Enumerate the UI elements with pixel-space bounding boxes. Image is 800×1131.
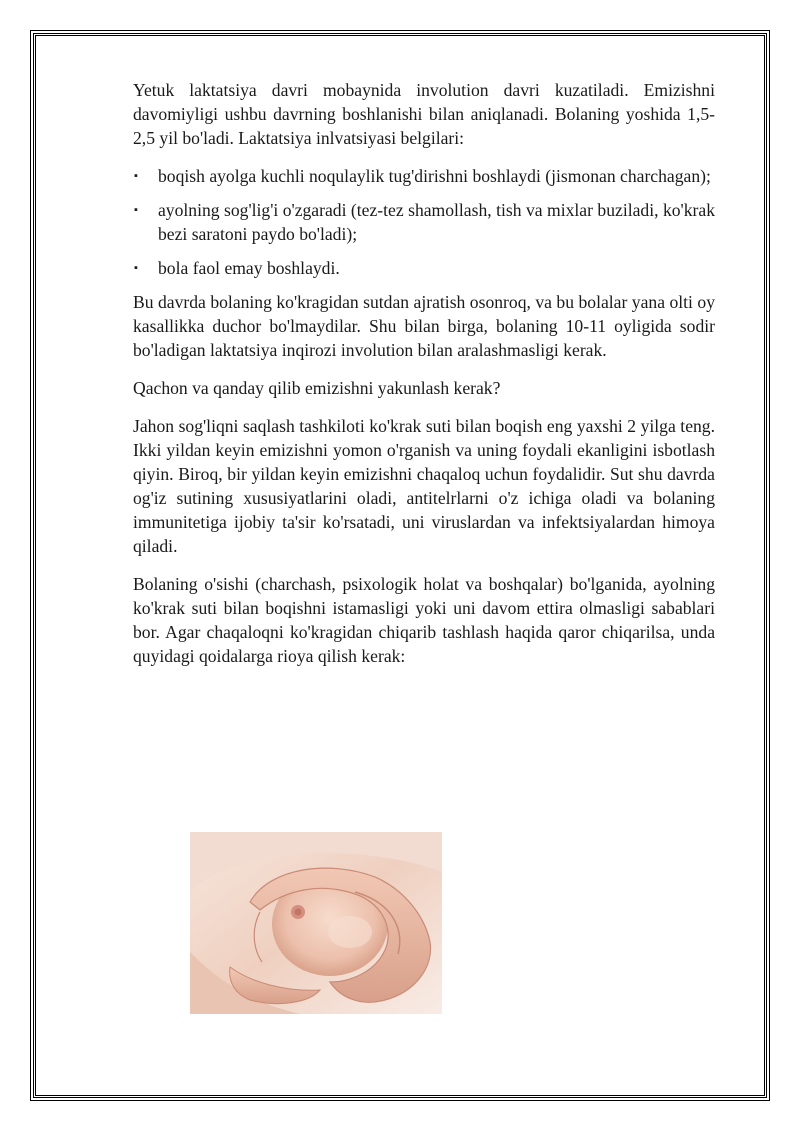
who-paragraph: Jahon sog'liqni saqlash tashkiloti ko'krak suti bilan boqish eng yaxshi 2 yilga teng. Ikki yildan keyin emizishni yomon o'rganish va uning foydali ekanligini isbotlash qiyin. Biroq, bir yildan keyin emizishni chaqaloq uchun foydalidir. Sut shu davrda og'iz sutining xususiyatlarini oladi, antitelrlarni o'z ichiga oladi va bolaning immunitetiga ijobiy ta'sir ko'rsatadi, uni viruslardan va infektsiyalardan himoya qiladi. (133, 416, 715, 556)
document-body (133, 78, 715, 682)
weaning-paragraph: Bu davrda bolaning ko'kragidan sutdan ajratish osonroq, va bu bolalar yana olti oy kasallikka duchor bo'lmaydilar. Shu bilan birga, bolaning 10-11 oyligida sodir bo'ladigan laktatsiya inqirozi involution bilan aralashmasligi kerak. (133, 292, 715, 360)
list-item-text: bola faol emay boshlaydi. (158, 258, 340, 278)
bullet-icon: ▪ (134, 170, 138, 182)
bullet-icon: ▪ (134, 262, 138, 274)
symptom-list (133, 164, 715, 280)
list-item (133, 198, 715, 246)
photo-illustration (190, 832, 442, 1014)
question-heading: Qachon va qanday qilib emizishni yakunlash kerak? (133, 378, 501, 398)
list-item-text: boqish ayolga kuchli noqulaylik tug'dirishni boshlaydi (jismonan charchagan); (158, 166, 711, 186)
rules-paragraph: Bolaning o'sishi (charchash, psixologik holat va boshqalar) bo'lganida, ayolning ko'krak suti bilan boqishni istamasligi yoki uni davom ettira olmasligi sabablari bor. Agar chaqaloqni ko'kragidan chiqarib tashlash haqida qaror chiqarilsa, unda quyidagi qoidalarga rioya qilish kerak: (133, 574, 715, 666)
list-item (133, 256, 715, 280)
breast-hand-photo (190, 832, 442, 1014)
intro-paragraph: Yetuk laktatsiya davri mobaynida involution davri kuzatiladi. Emizishni davomiyligi ushbu davrning boshlanishi bilan aniqlanadi. Bolaning yoshida 1,5-2,5 yil bo'ladi. Laktatsiya inlvatsiyasi belgilari: (133, 80, 715, 148)
bullet-icon: ▪ (134, 204, 138, 216)
list-item-text: ayolning sog'lig'i o'zgaradi (tez-tez shamollash, tish va mixlar buziladi, ko'krak bezi saratoni paydo bo'ladi); (158, 200, 715, 244)
list-item (133, 164, 715, 188)
